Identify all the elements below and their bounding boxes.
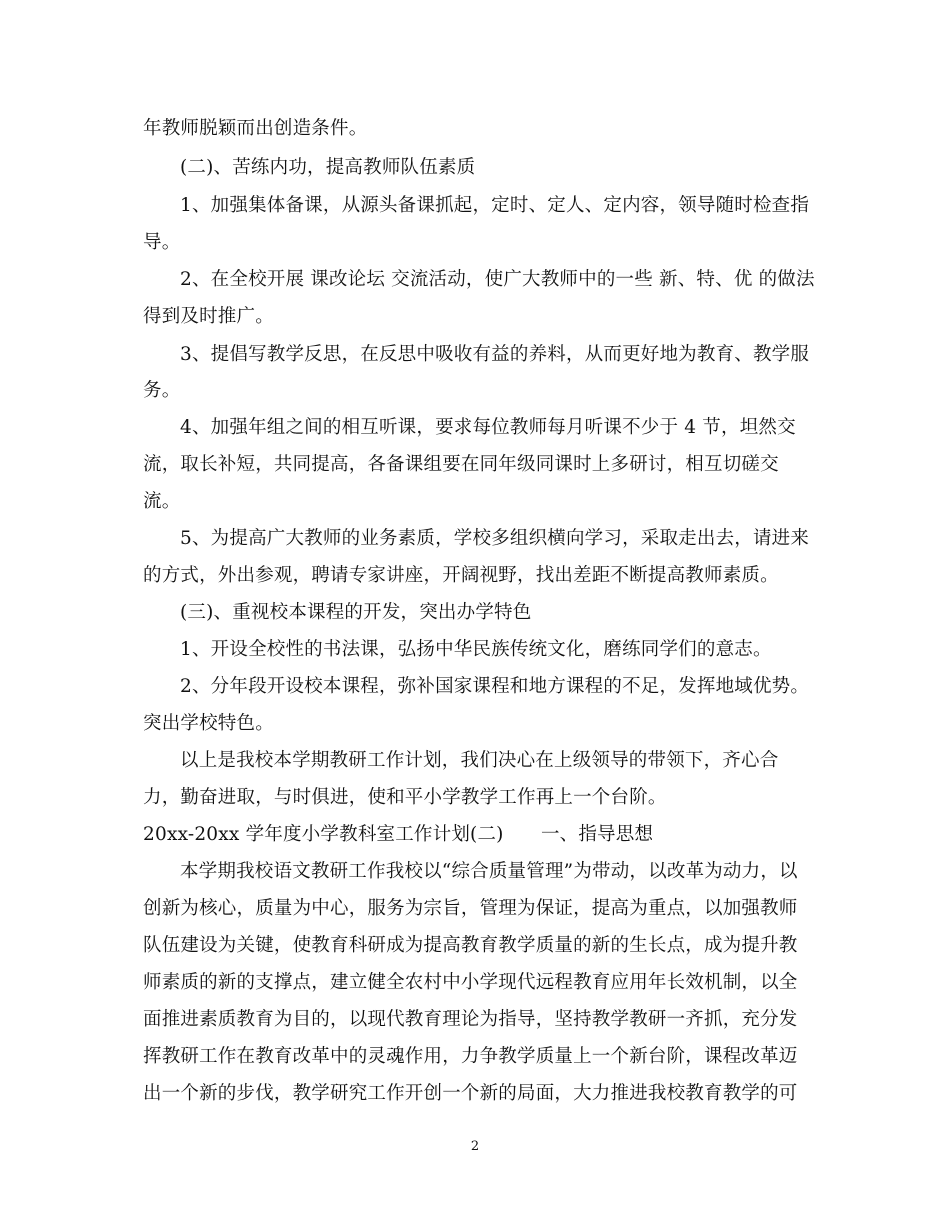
list-item: 4、加强年组之间的相互听课，要求每位教师每月听课不少于 4 节，坦然交 [180, 417, 796, 438]
list-item: 1、开设全校性的书法课，弘扬中华民族传统文化，磨练同学们的意志。 [180, 639, 772, 660]
list-item: 2、在全校开展 课改论坛 交流活动，使广大教师中的一些 新、特、优 的做法 [180, 269, 815, 290]
section-heading: (三)、重视校本课程的开发，突出办学特色 [180, 602, 532, 623]
body-line: 流。 [143, 491, 181, 512]
body-line: 的方式，外出参观，聘请专家讲座，开阔视野，找出差距不断提高教师素质。 [143, 565, 779, 586]
body-line: 流，取长补短，共同提高，各备课组要在同年级同课时上多研讨，相互切磋交 [143, 454, 779, 475]
document-title-line: 20xx-20xx 学年度小学教科室工作计划(二) 一、指导思想 [143, 824, 654, 845]
paragraph-start: 以上是我校本学期教研工作计划，我们决心在上级领导的带领下，齐心合 [180, 750, 779, 771]
list-item: 3、提倡写教学反思，在反思中吸收有益的养料，从而更好地为教育、教学服 [180, 344, 810, 365]
body-line: 师素质的新的支撑点，建立健全农村中小学现代远程教育应用年长效机制，以全 [143, 972, 798, 993]
page-number: 2 [470, 1139, 480, 1154]
body-line: 导。 [143, 232, 181, 253]
section-heading: (二)、苦练内功，提高教师队伍素质 [180, 157, 476, 178]
body-line: 出一个新的步伐，教学研究工作开创一个新的局面，大力推进我校教育教学的可 [143, 1083, 798, 1104]
body-line: 突出学校特色。 [143, 713, 274, 734]
list-item: 1、加强集体备课，从源头备课抓起，定时、定人、定内容，领导随时检查指 [180, 195, 810, 216]
list-item: 5、为提高广大教师的业务素质，学校多组织横向学习，采取走出去，请进来 [180, 528, 810, 549]
body-line: 面推进素质教育为目的，以现代教育理论为指导，坚持教学教研一齐抓，充分发 [143, 1009, 798, 1030]
body-line: 队伍建设为关键，使教育科研成为提高教育教学质量的新的生长点，成为提升教 [143, 935, 798, 956]
body-line: 年教师脱颖而出创造条件。 [143, 118, 368, 139]
body-line: 得到及时推广。 [143, 306, 274, 327]
body-line: 挥教研工作在教育改革中的灵魂作用，力争教学质量上一个新台阶，课程改革迈 [143, 1046, 798, 1067]
list-item: 2、分年段开设校本课程，弥补国家课程和地方课程的不足，发挥地域优势。 [180, 676, 810, 697]
paragraph-start: 本学期我校语文教研工作我校以“综合质量管理”为带动，以改革为动力，以 [180, 861, 798, 882]
body-line: 创新为核心，质量为中心，服务为宗旨，管理为保证，提高为重点，以加强教师 [143, 898, 798, 919]
body-line: 力，勤奋进取，与时俱进，使和平小学教学工作再上一个台阶。 [143, 787, 667, 808]
body-line: 务。 [143, 380, 181, 401]
